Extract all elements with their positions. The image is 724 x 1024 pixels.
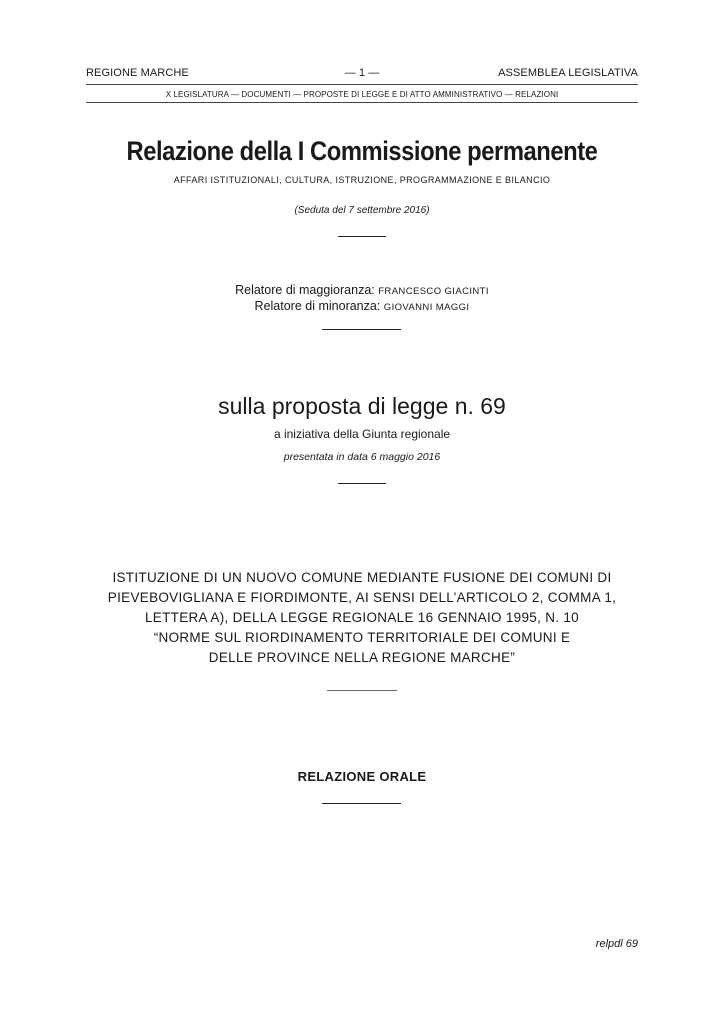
separator-1 — [338, 236, 386, 237]
page-number: — 1 — — [344, 67, 380, 79]
commission-subtitle: AFFARI ISTITUZIONALI, CULTURA, ISTRUZIONE, PROGRAMMAZIONE E BILANCIO — [173, 175, 551, 185]
separator-2 — [322, 329, 401, 330]
relatore-minoranza — [0, 299, 724, 313]
document-title: Relazione della I Commissione permanente — [126, 136, 598, 166]
proposta-presentata: presentata in data 6 maggio 2016 — [283, 451, 441, 463]
relatore-maggioranza — [0, 283, 724, 297]
header-left: REGIONE MARCHE — [86, 67, 189, 79]
separator-3 — [338, 483, 386, 484]
relatore-maggioranza-name: FRANCESCO GIACINTI — [378, 286, 489, 297]
footer-code: relpdl 69 — [595, 938, 638, 950]
header-rule-top — [86, 84, 638, 85]
oggetto-line: LETTERA A), DELLA LEGGE REGIONALE 16 GENNAIO 1995, N. 10 — [145, 610, 579, 625]
proposta-iniziativa: a iniziativa della Giunta regionale — [273, 427, 451, 441]
header-subtitle: X LEGISLATURA — DOCUMENTI — PROPOSTE DI LEGGE E DI ATTO AMMINISTRATIVO — RELAZIONI — [165, 90, 559, 99]
oggetto-text — [0, 568, 724, 668]
separator-4 — [327, 690, 397, 691]
relazione-orale-heading: RELAZIONE ORALE — [297, 769, 427, 784]
header-rule-bottom — [86, 102, 638, 103]
seduta-date: (Seduta del 7 settembre 2016) — [294, 205, 430, 216]
relatore-minoranza-name: GIOVANNI MAGGI — [383, 302, 470, 313]
oggetto-line: DELLE PROVINCE NELLA REGIONE MARCHE” — [208, 650, 516, 665]
separator-5 — [322, 803, 401, 804]
proposta-title: sulla proposta di legge n. 69 — [218, 393, 506, 419]
header-right: ASSEMBLEA LEGISLATIVA — [498, 67, 638, 79]
oggetto-line: “NORME SUL RIORDINAMENTO TERRITORIALE DEI COMUNI E — [153, 630, 571, 645]
oggetto-line: PIEVEBOVIGLIANA E FIORDIMONTE, AI SENSI DELL’ARTICOLO 2, COMMA 1, — [107, 590, 617, 605]
relatore-maggioranza-label: Relatore di maggioranza: — [235, 283, 379, 297]
running-header — [86, 67, 638, 83]
relatore-minoranza-label: Relatore di minoranza: — [254, 299, 384, 313]
oggetto-line: ISTITUZIONE DI UN NUOVO COMUNE MEDIANTE FUSIONE DEI COMUNI DI — [112, 570, 612, 585]
